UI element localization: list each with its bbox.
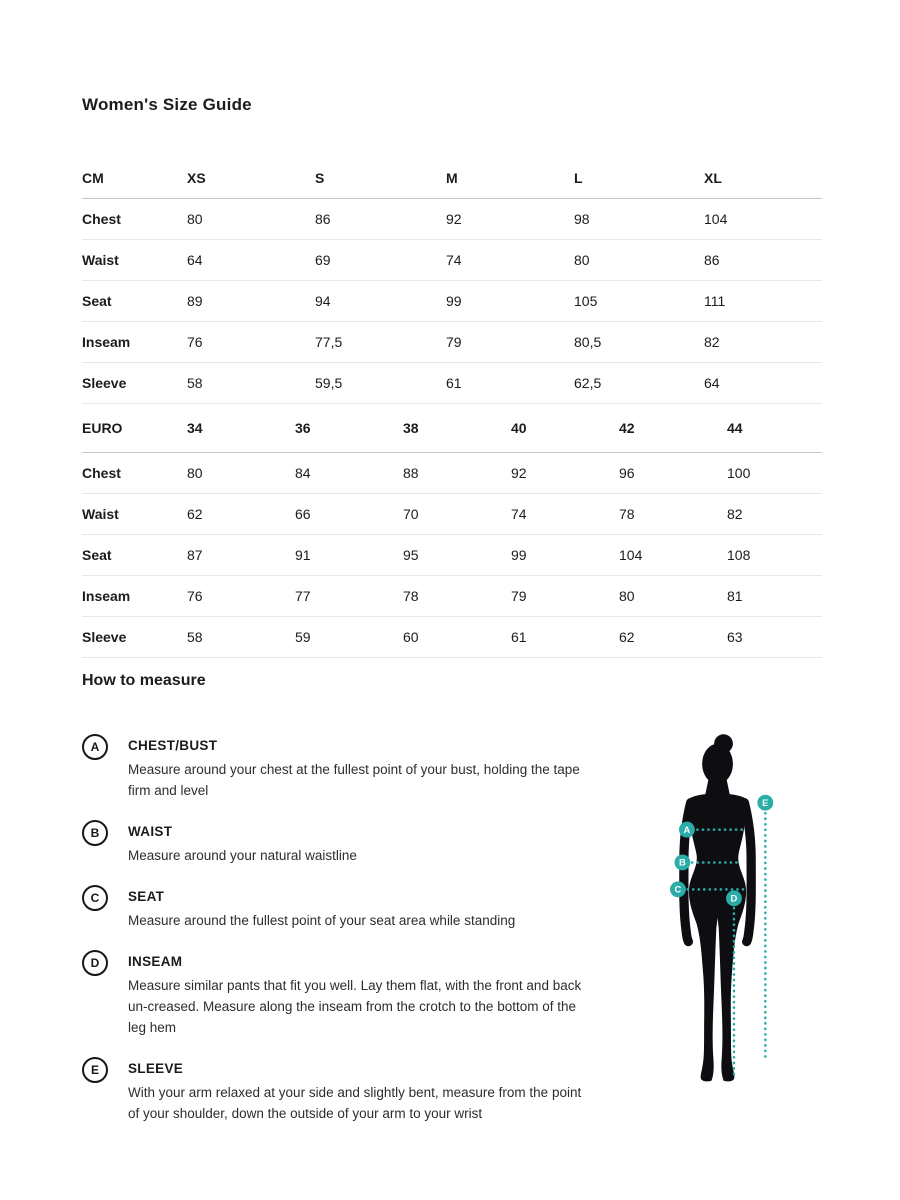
marker-e-letter: E [762, 796, 769, 808]
row-label: Sleeve [82, 629, 127, 645]
cell-value: 104 [619, 547, 643, 563]
marker-c-letter: C [674, 883, 682, 895]
cell-value: 100 [727, 465, 751, 481]
cm-size-table [82, 157, 822, 404]
cm-col-xs: XS [187, 169, 206, 186]
cell-value: 98 [574, 211, 590, 227]
cm-col-s: S [315, 169, 325, 186]
measure-description: With your arm relaxed at your side and slightly bent, measure from the point of your shoulder, down the outside of your arm to your wrist [128, 1085, 582, 1121]
row-label: Inseam [82, 334, 131, 350]
cell-value: 99 [511, 547, 527, 563]
cell-value: 78 [403, 588, 419, 604]
cell-value: 76 [187, 588, 203, 604]
cm-col-l: L [574, 169, 583, 186]
euro-col-38: 38 [403, 420, 419, 436]
cell-value: 104 [704, 211, 728, 227]
cell-value: 95 [403, 547, 419, 563]
euro-col-40: 40 [511, 420, 527, 436]
row-label: Seat [82, 293, 112, 309]
cm-table-header-row [82, 157, 822, 199]
measure-description: Measure similar pants that fit you well. Lay them flat, with the front and back un-creased. Measure along the inseam from the crotch to the bottom of the leg hem [128, 978, 582, 1035]
cell-value: 92 [511, 465, 527, 481]
euro-col-42: 42 [619, 420, 635, 436]
cell-value: 63 [727, 629, 743, 645]
row-label: Inseam [82, 588, 131, 604]
table-row [82, 494, 822, 535]
cell-value: 60 [403, 629, 419, 645]
letter-badge-a: A [82, 734, 108, 760]
cell-value: 91 [295, 547, 311, 563]
table-row [82, 281, 822, 322]
cell-value: 62,5 [574, 375, 602, 391]
cell-value: 62 [187, 506, 203, 522]
cell-value: 86 [704, 252, 720, 268]
cell-value: 74 [446, 252, 462, 268]
cell-value: 80 [574, 252, 590, 268]
cell-value: 99 [446, 293, 462, 309]
cell-value: 58 [187, 375, 203, 391]
letter-badge-c: C [82, 885, 108, 911]
marker-a-letter: A [683, 823, 691, 835]
measure-description: Measure around your natural waistline [128, 848, 357, 863]
row-label: Waist [82, 506, 119, 522]
cell-value: 69 [315, 252, 331, 268]
cm-col-m: M [446, 169, 458, 186]
table-row [82, 535, 822, 576]
measure-description: Measure around your chest at the fullest point of your bust, holding the tape firm and level [128, 762, 580, 798]
table-row [82, 363, 822, 404]
cell-value: 59,5 [315, 375, 343, 391]
how-to-measure-heading: How to measure [82, 672, 206, 689]
cell-value: 89 [187, 293, 203, 309]
cell-value: 66 [295, 506, 311, 522]
letter-badge-e: E [82, 1057, 108, 1083]
cell-value: 79 [511, 588, 527, 604]
row-label: Chest [82, 211, 121, 227]
cell-value: 80 [187, 211, 203, 227]
cm-unit-label: CM [82, 169, 104, 186]
cm-col-xl: XL [704, 169, 722, 186]
measurement-figure [642, 731, 808, 1097]
table-row [82, 576, 822, 617]
cell-value: 105 [574, 293, 598, 309]
euro-col-34: 34 [187, 420, 203, 436]
cell-value: 94 [315, 293, 331, 309]
cell-value: 81 [727, 588, 743, 604]
euro-size-table [82, 404, 822, 658]
measure-label: CHEST/BUST [128, 738, 218, 753]
letter-badge-b: B [82, 820, 108, 846]
cell-value: 80,5 [574, 334, 602, 350]
cell-value: 64 [704, 375, 720, 391]
row-label: Chest [82, 465, 121, 481]
cell-value: 88 [403, 465, 419, 481]
measure-description: Measure around the fullest point of your seat area while standing [128, 913, 516, 928]
cell-value: 77,5 [315, 334, 343, 350]
cell-value: 82 [727, 506, 743, 522]
measure-label: INSEAM [128, 954, 183, 969]
female-silhouette-icon [687, 734, 747, 1081]
cell-value: 58 [187, 629, 203, 645]
cell-value: 82 [704, 334, 720, 350]
cell-value: 87 [187, 547, 203, 563]
marker-b-letter: B [679, 856, 686, 868]
row-label: Waist [82, 252, 119, 268]
euro-col-36: 36 [295, 420, 311, 436]
row-label: Seat [82, 547, 112, 563]
table-row [82, 453, 822, 494]
cell-value: 92 [446, 211, 462, 227]
euro-table-header-row [82, 404, 822, 453]
cell-value: 70 [403, 506, 419, 522]
measure-label: WAIST [128, 824, 173, 839]
cell-value: 61 [511, 629, 527, 645]
table-row [82, 199, 822, 240]
letter-badge-d: D [82, 950, 108, 976]
euro-col-44: 44 [727, 420, 743, 436]
table-row [82, 322, 822, 363]
table-row [82, 240, 822, 281]
cell-value: 76 [187, 334, 203, 350]
cell-value: 59 [295, 629, 311, 645]
table-row [82, 617, 822, 658]
marker-d-letter: D [730, 892, 738, 904]
page-title: Women's Size Guide [82, 95, 252, 114]
cell-value: 77 [295, 588, 311, 604]
cell-value: 78 [619, 506, 635, 522]
cell-value: 74 [511, 506, 527, 522]
cell-value: 80 [187, 465, 203, 481]
cell-value: 79 [446, 334, 462, 350]
cell-value: 61 [446, 375, 462, 391]
measure-label: SEAT [128, 889, 165, 904]
cell-value: 86 [315, 211, 331, 227]
cell-value: 62 [619, 629, 635, 645]
cell-value: 96 [619, 465, 635, 481]
euro-unit-label: EURO [82, 420, 123, 436]
cell-value: 108 [727, 547, 751, 563]
cell-value: 111 [704, 293, 726, 309]
body-silhouette-diagram [642, 731, 808, 1097]
cell-value: 64 [187, 252, 203, 268]
cell-value: 84 [295, 465, 311, 481]
cell-value: 80 [619, 588, 635, 604]
measure-label: SLEEVE [128, 1061, 184, 1076]
row-label: Sleeve [82, 375, 127, 391]
